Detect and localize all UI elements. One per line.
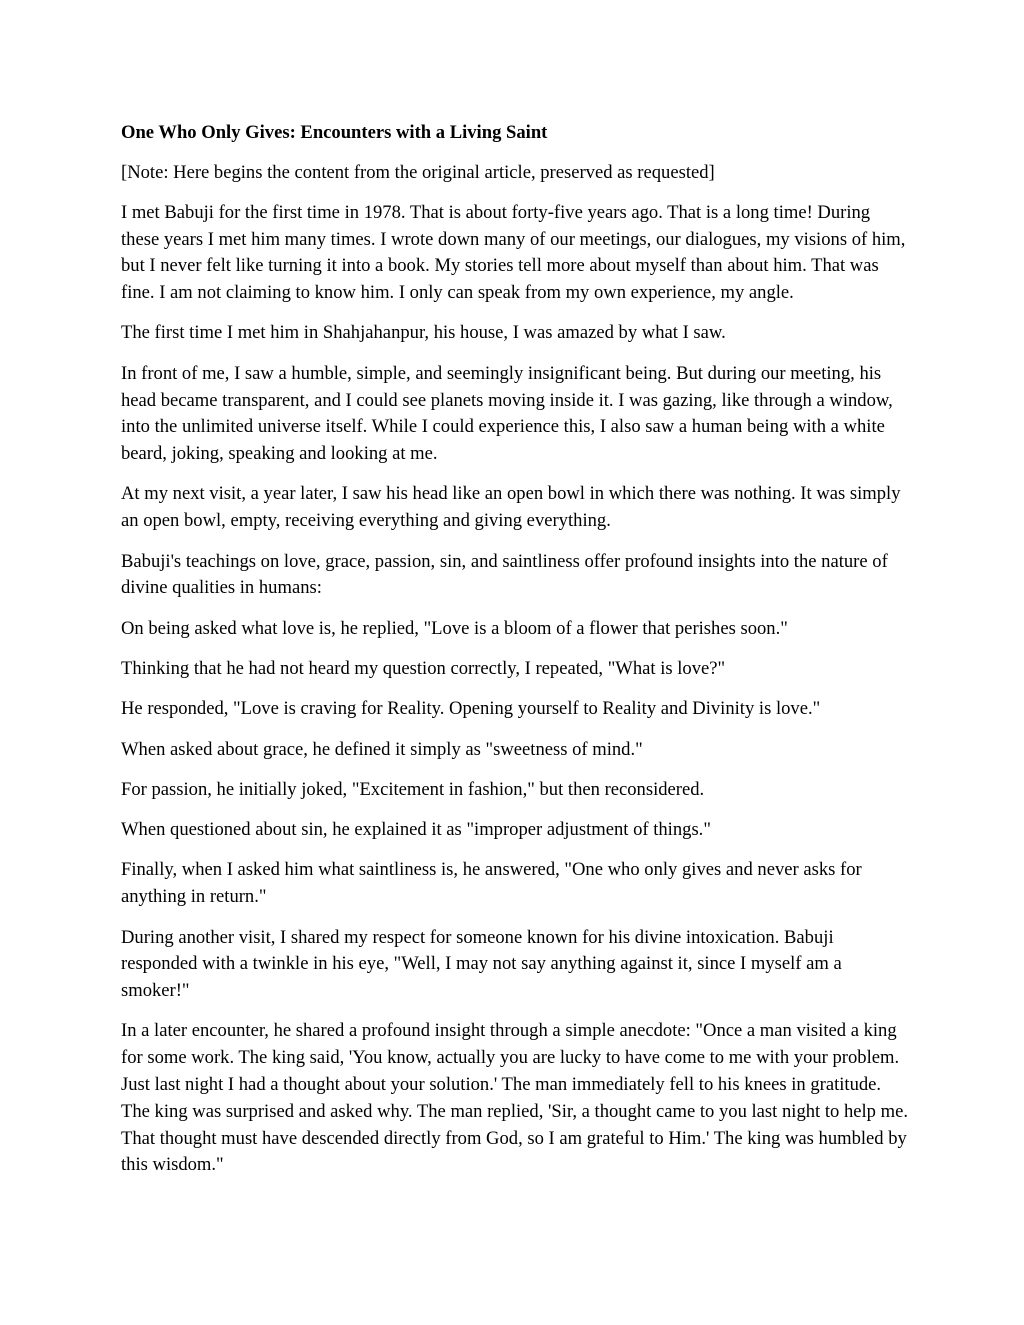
paragraph-first-meeting: I met Babuji for the first time in 1978. That is about forty-five years ago. That is a long time! During these years I met him many times. I wrote down many of our meetings, our dialogues, my visions of him, but I never felt like turning it into a book. My stories tell more about myself than about him. That was fine. I am not claiming to know him. I only can speak from my own experience, my angle. bbox=[121, 201, 906, 304]
paragraph-saintliness: Finally, when I asked him what saintliness is, he answered, "One who only gives and never asks for anything in return." bbox=[121, 859, 862, 908]
paragraph-king-anecdote: In a later encounter, he shared a profound insight through a simple anecdote: "Once a man visited a king for some work. The king said, 'You know, actually you are lucky to have come to me with your problem. Just last night I had a thought about your solution.' The man immediately fell to his knees in gratitude. The king was surprised and asked why. The man replied, 'Sir, a thought came to you last night to help me. That thought must have descended directly from God, so I am grateful to Him.' The king was humbled by this wisdom." bbox=[121, 1020, 908, 1176]
paragraph-open-bowl: At my next visit, a year later, I saw his head like an open bowl in which there was nothing. It was simply an open bowl, empty, receiving everything and giving everything. bbox=[121, 483, 901, 532]
paragraph-shahjahanpur: The first time I met him in Shahjahanpur, his house, I was amazed by what I saw. bbox=[121, 322, 726, 344]
paragraph-love-reality: He responded, "Love is craving for Reality. Opening yourself to Reality and Divinity is love." bbox=[121, 698, 821, 720]
paragraph-note: [Note: Here begins the content from the original article, preserved as requested] bbox=[121, 161, 715, 183]
paragraph-love-bloom: On being asked what love is, he replied, "Love is a bloom of a flower that perishes soon." bbox=[121, 617, 788, 639]
paragraph-teachings-intro: Babuji's teachings on love, grace, passion, sin, and saintliness offer profound insights into the nature of divine qualities in humans: bbox=[121, 550, 888, 599]
paragraph-passion: For passion, he initially joked, "Excitement in fashion," but then reconsidered. bbox=[121, 778, 705, 800]
paragraph-transparent-head: In front of me, I saw a humble, simple, and seemingly insignificant being. But during our meeting, his head became transparent, and I could see planets moving inside it. I was gazing, like through a window, into the unlimited universe itself. While I could experience this, I also saw a human being with a white beard, joking, speaking and looking at me. bbox=[121, 362, 893, 465]
paragraph-sin: When questioned about sin, he explained it as "improper adjustment of things." bbox=[121, 819, 711, 841]
document-body bbox=[121, 120, 911, 1193]
document-title: One Who Only Gives: Encounters with a Living Saint bbox=[121, 122, 548, 143]
paragraph-smoker: During another visit, I shared my respect for someone known for his divine intoxication. Babuji responded with a twinkle in his eye, "Well, I may not say anything against it, since I myself am a smoker!" bbox=[121, 926, 842, 1002]
paragraph-grace: When asked about grace, he defined it simply as "sweetness of mind." bbox=[121, 738, 643, 760]
paragraph-repeated-question: Thinking that he had not heard my question correctly, I repeated, "What is love?" bbox=[121, 657, 726, 679]
